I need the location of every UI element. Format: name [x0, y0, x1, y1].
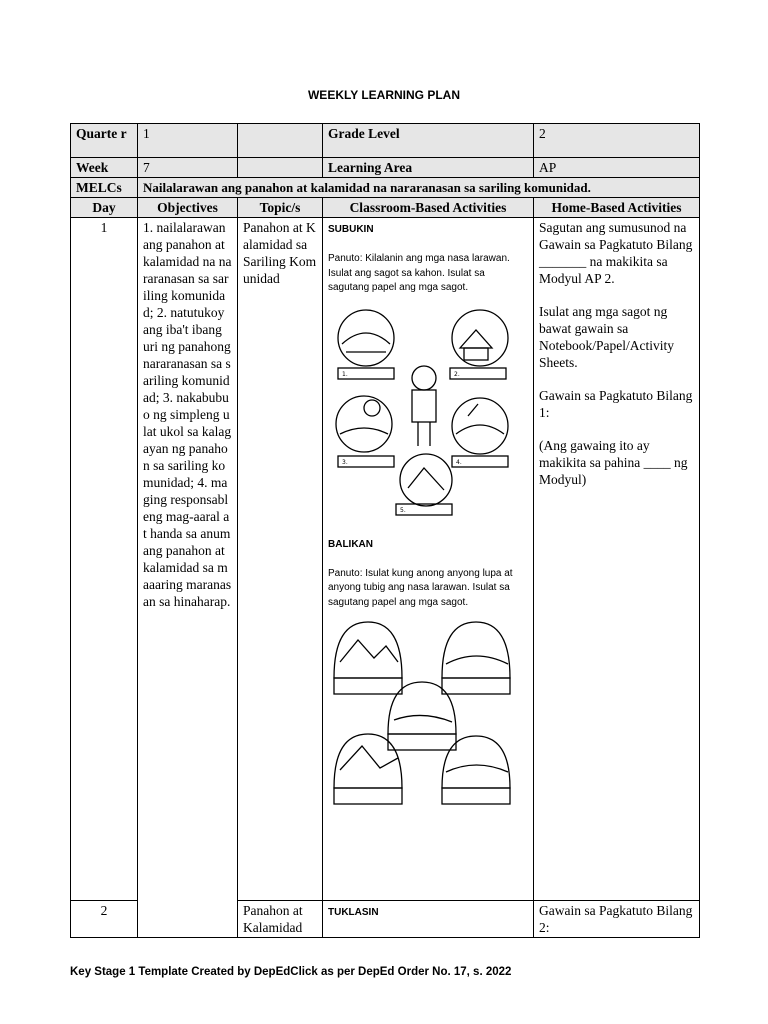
day2-number: 2 — [71, 901, 138, 938]
document-footer: Key Stage 1 Template Created by DepEdClick as per DepEd Order No. 17, s. 2022 — [70, 966, 512, 978]
melcs-label: MELCs — [71, 178, 138, 198]
balikan-title: BALIKAN — [328, 538, 373, 550]
area-label: Learning Area — [323, 158, 534, 178]
week-value: 7 — [138, 158, 238, 178]
col-topics: Topic/s — [238, 198, 323, 218]
day1-home — [534, 218, 700, 901]
day1-objectives: 1. nailalarawan ang panahon at kalamidad na nararanasan sa sariling komunidad; 2. natutukoy ang iba't ibang uri ng panahong nararanasan sa sariling komunidad; 3. nakabubuo ng simpleng ulat ukol sa kalagayan ng panahon sa sariling komunidad; 4. maging responsableng mag-aaral at handa sa anumang panahon at kalamidad sa maaaring maranasan sa hinaharap. — [138, 218, 238, 938]
home-instruction-3: Gawain sa Pagkatuto Bilang 1: — [539, 388, 693, 420]
pic-label-3: 3. — [342, 458, 348, 466]
home-instruction-1: Sagutan ang sumusunod na Gawain sa Pagkatuto Bilang _______ na makikita sa Modyul AP 2. — [539, 220, 693, 286]
day2-home: Gawain sa Pagkatuto Bilang 2: — [534, 901, 700, 938]
col-classroom: Classroom-Based Activities — [323, 198, 534, 218]
learning-plan-table — [70, 123, 700, 938]
home-instruction-4: (Ang gawaing ito ay makikita sa pahina ____ ng Modyul) — [539, 438, 688, 487]
pic-label-4: 4. — [456, 458, 462, 466]
week-label: Week — [71, 158, 138, 178]
quarter-value: 1 — [138, 124, 238, 158]
column-header-row — [71, 198, 700, 218]
quarter-label: Quarte r — [71, 124, 138, 158]
home-instruction-2: Isulat ang mga sagot ng bawat gawain sa Notebook/Papel/Activity Sheets. — [539, 304, 674, 370]
grade-value: 2 — [534, 124, 700, 158]
day1-row — [71, 218, 700, 901]
quarter-row — [71, 124, 700, 158]
grade-label: Grade Level — [323, 124, 534, 158]
subukin-title: SUBUKIN — [328, 224, 374, 235]
day1-topic: Panahon at Kalamidad sa Sariling Komunidad — [238, 218, 323, 901]
area-value: AP — [534, 158, 700, 178]
pic-label-1: 1. — [342, 370, 348, 378]
day1-number: 1 — [71, 218, 138, 901]
day2-topic: Panahon at Kalamidad — [238, 901, 323, 938]
document-title: WEEKLY LEARNING PLAN — [307, 88, 460, 102]
balikan-text: Panuto: Isulat kung anong anyong lupa at anyong tubig ang nasa larawan. Isulat sa sagutang papel ang mga sagot. — [328, 567, 513, 608]
landform-pictures — [328, 618, 518, 818]
week-row — [71, 158, 700, 178]
subukin-text: Panuto: Kilalanin ang mga nasa larawan. Isulat ang sagot sa kahon. Isulat sa sagutang papel ang mga sagot. — [328, 253, 510, 293]
col-objectives: Objectives — [138, 198, 238, 218]
melcs-row — [71, 178, 700, 198]
pic-label-2: 2. — [454, 370, 460, 378]
day1-classroom — [323, 218, 534, 901]
tuklasin-title: TUKLASIN — [328, 907, 379, 918]
day2-classroom — [323, 901, 534, 938]
weather-pictures — [328, 304, 518, 524]
col-day: Day — [71, 198, 138, 218]
pic-label-5: 5. — [400, 506, 406, 514]
melcs-value: Nailalarawan ang panahon at kalamidad na nararanasan sa sariling komunidad. — [138, 178, 700, 198]
col-home: Home-Based Activities — [534, 198, 700, 218]
